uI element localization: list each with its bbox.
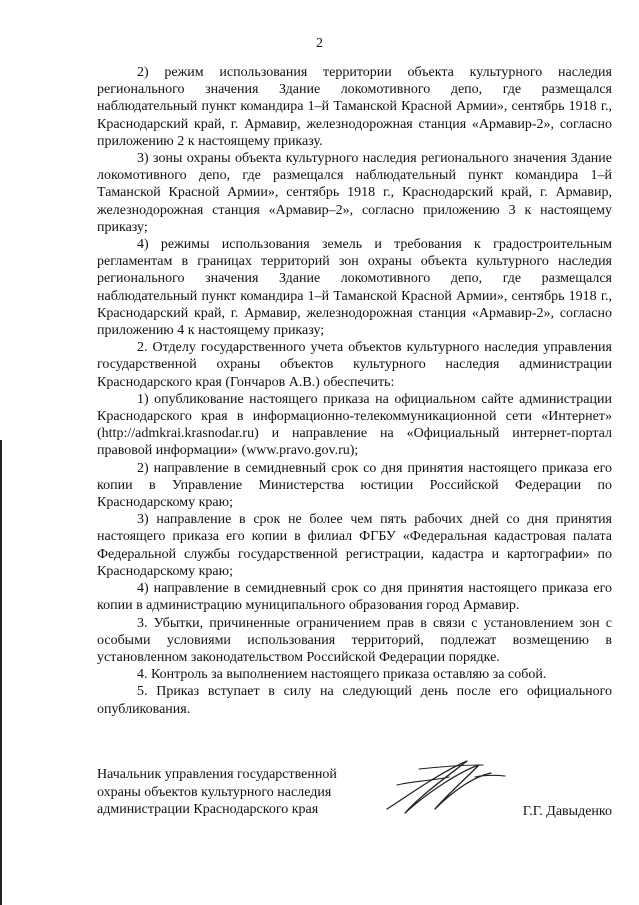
page-edge-line [0,440,2,905]
signatory-position-line: Начальник управления государственной [97,767,337,782]
handwritten-signature [379,751,509,821]
paragraph-clause-4-control: 4. Контроль за выполнением настоящего приказа оставляю за собой. [137,667,547,683]
signatory-position-line: администрации Краснодарского края [97,802,319,817]
document-body [97,64,612,718]
signatory-position [97,766,337,819]
paragraph-clause-3-losses: 3. Убытки, причиненные ограничением прав в связи с установлением зон с особыми условиями использования территорий, подлежат возмещению в установленном законодательством Российской Федерации порядке. [97,615,612,665]
paragraph-item-2-regime: 2) режим использования территории объекта культурного наследия регионального значения Здание локомотивного депо, где размещался наблюдательный пункт командира 1–й Таманской Красной Армии», сентябрь 1918 г., Краснодарский край, г. Армавир, железнодорожная станция «Армавир-2», согласно приложению 2 к настоящему приказу. [97,65,612,149]
paragraph-item-4-land-use: 4) режимы использования земель и требования к градостроительным регламентам в границах территорий зон охраны объекта культурного наследия регионального значения Здание локомотивного депо, где размещался наблюдательный пункт командира 1–й Таманской Красной Армии», сентябрь 1918 г., Краснодарский край, г. Армавир, железнодорожная станция «Армавир-2», согласно приложению 4 к настоящему приказу; [97,237,612,339]
paragraph-item-3-zones: 3) зоны охраны объекта культурного наследия регионального значения Здание локомотивного депо, где размещался наблюдательный пункт командира 1–й Таманской Красной Армии», сентябрь 1918 г., Краснодарский край, г. Армавир, железнодорожная станция «Армавир–2», согласно приложению 3 к настоящему приказу; [97,151,612,235]
paragraph-clause-2: 2. Отделу государственного учета объектов культурного наследия управления государственной охраны объектов культурного наследия администрации Краснодарского края (Гончаров А.В.) обеспечить: [97,340,612,390]
signatory-position-line: охраны объектов культурного наследия [97,784,332,800]
signature-block [97,766,612,846]
paragraph-ministry-justice: 2) направление в семидневный срок со дня принятия настоящего приказа его копии в Управление Министерства юстиции Российской Федерации по Краснодарскому краю; [97,460,612,511]
paragraph-clause-5-effect: 5. Приказ вступает в силу на следующий день после его официального опубликования. [97,684,612,717]
paragraph-cadastral-chamber: 3) направление в срок не более чем пять рабочих дней со дня принятия настоящего приказа его копии в филиал ФГБУ «Федеральная кадастровая палата Федеральной службы государственной регистрации, кадастра и картографии» по Краснодарскому краю; [97,512,612,579]
page-number: 2 [316,36,323,51]
paragraph-municipality: 4) направление в семидневный срок со дня принятия настоящего приказа его копии в администрацию муниципального образования город Армавир. [97,581,612,614]
signatory-name: Г.Г. Давыденко [522,804,612,819]
paragraph-publication: 1) опубликование настоящего приказа на официальном сайте администрации Краснодарского края в информационно-телекоммуникационной сети «Интернет» (http://admkrai.krasnodar.ru) и направление на «Официальный интернет-портал правовой информации» (www.pravo.gov.ru); [97,391,612,459]
